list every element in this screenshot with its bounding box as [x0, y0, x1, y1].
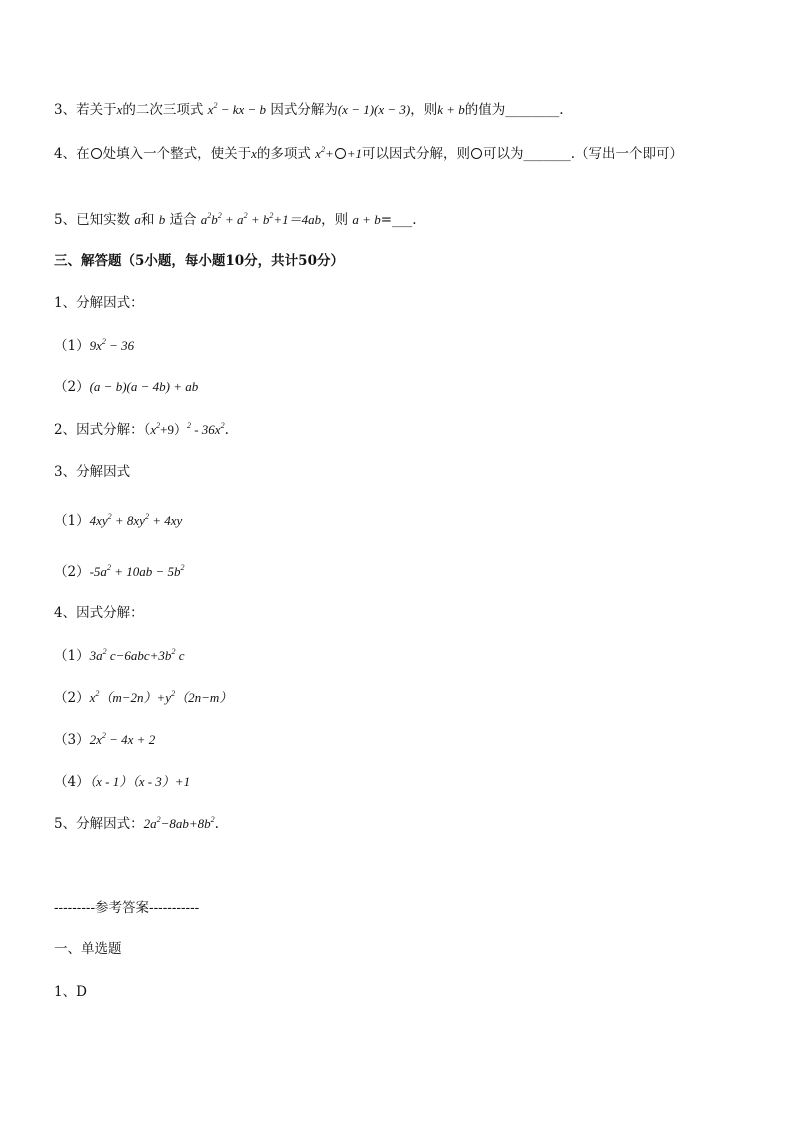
- part-label: （4）: [54, 774, 90, 790]
- solve-question-4-part-3: [54, 730, 754, 750]
- q3-text: 因式分解为: [270, 102, 338, 118]
- q3-text: ，则: [410, 102, 438, 118]
- q4-p3-expression: $2x^2 - 4x + 2$: [89, 731, 156, 747]
- solve-question-2: [54, 420, 754, 440]
- solve-question-5: [54, 814, 754, 834]
- q4-blank: 可以为_______.（写出一个即可）: [483, 146, 684, 162]
- circle-placeholder-icon: [335, 148, 346, 159]
- q4-text: 处填入一个整式，使关于: [102, 146, 252, 162]
- q5-text: 和: [140, 212, 155, 228]
- q2-suffix: .: [224, 422, 229, 438]
- q3-text: 3、若关于: [54, 102, 117, 118]
- q4-p1-expression: $3a^2$ $c-6abc+3b^2$ c: [89, 647, 185, 663]
- q3-sum: k + b: [437, 102, 465, 117]
- circle-placeholder-icon: [91, 148, 102, 159]
- q5-sum: a + b: [352, 212, 381, 227]
- answer-1: 1、D: [54, 984, 87, 1000]
- q4-expr-const: +1: [346, 146, 363, 161]
- part-label: （2）: [54, 690, 90, 706]
- solve-question-3-title: 3、分解因式: [54, 464, 131, 480]
- q1-p1-expression: $9x^2 - 36$: [89, 337, 135, 353]
- q4-p2-expression: $x^2(m-2n)+y^2(2n-m)$: [89, 689, 233, 705]
- part-label: （1）: [54, 338, 90, 354]
- q3-text: 的二次三项式: [122, 102, 204, 118]
- q3-expr-rest: − kx − b: [217, 102, 267, 117]
- fill-in-question-3: [54, 100, 754, 120]
- q3-blank: 的值为________.: [464, 102, 564, 118]
- q4-text: 的多项式: [256, 146, 311, 162]
- solve-question-4-part-1: [54, 646, 754, 666]
- q3-var-x: x: [116, 102, 123, 117]
- q5-text: ，则: [321, 212, 349, 228]
- solve-question-3-part-2: [54, 562, 754, 582]
- fill-in-question-4: [54, 142, 744, 166]
- answer-section-1-heading: 一、单选题: [54, 941, 122, 957]
- q5-text: 适合: [169, 212, 197, 228]
- q4-expr-x: x: [315, 146, 321, 161]
- solve-question-3-part-1: [54, 511, 754, 531]
- fill-in-question-5: [54, 210, 754, 230]
- q4-text: 可以因式分解，则: [362, 146, 471, 162]
- solve-question-4-title: 4、因式分解：: [54, 605, 144, 621]
- q3-expr-sup: 2: [213, 101, 218, 110]
- q3-expression: [208, 102, 266, 117]
- part-label: （1）: [54, 513, 90, 529]
- solve-question-1-part-1: [54, 336, 754, 356]
- solve-question-4-part-2: [54, 688, 754, 708]
- section-heading-3: 三、解答题（5小题，每小题10分，共计50分）: [54, 253, 344, 269]
- solve-question-4-part-4: [54, 772, 754, 792]
- q2-text: 2、因式分解：（: [54, 422, 151, 438]
- q5-expression: $2a^2-8ab+8b^2$: [143, 815, 215, 831]
- q4-p4-expression: （x - 1）（x - 3）+1: [89, 774, 191, 789]
- part-label: （2）: [54, 564, 90, 580]
- solve-question-1-title: 1、分解因式：: [54, 295, 144, 311]
- q4-text: 4、在: [54, 146, 90, 162]
- q4-expr-sup: 2: [320, 145, 325, 154]
- q5-suffix: .: [214, 816, 219, 832]
- q3-factored: (x − 1)(x − 3): [337, 102, 411, 117]
- part-label: （3）: [54, 732, 90, 748]
- q4-expr-plus: +: [324, 146, 334, 161]
- q3-expr-x: x: [207, 102, 214, 117]
- q3-p2-expression: $-5a^2 + 10ab - 5b^2$: [89, 563, 185, 579]
- q4-var-x: x: [251, 146, 257, 161]
- q5-var-a: a: [134, 212, 141, 227]
- q5-text: 5、分解因式：: [54, 816, 144, 832]
- solve-question-1-part-2: [54, 377, 754, 397]
- part-label: （1）: [54, 648, 90, 664]
- q5-text: 5、已知实数: [54, 212, 131, 228]
- q5-blank: =___.: [380, 212, 417, 228]
- part-label: （2）: [54, 379, 90, 395]
- q5-equation: $a^2b^2 + a^2 + b^2+1=4ab$: [200, 211, 322, 227]
- q2-expression: $x^2+9)^2 - 36x^2$: [150, 421, 225, 437]
- q1-p2-expression: (a − b)(a − 4b) + ab: [89, 379, 199, 394]
- circle-placeholder-icon: [471, 148, 482, 159]
- answer-divider: ---------参考答案-----------: [54, 900, 200, 916]
- q3-p1-expression: $4xy^2 + 8xy^2 + 4xy$: [89, 512, 183, 528]
- q5-var-b: b: [158, 212, 166, 227]
- q4-polynomial: [315, 146, 362, 161]
